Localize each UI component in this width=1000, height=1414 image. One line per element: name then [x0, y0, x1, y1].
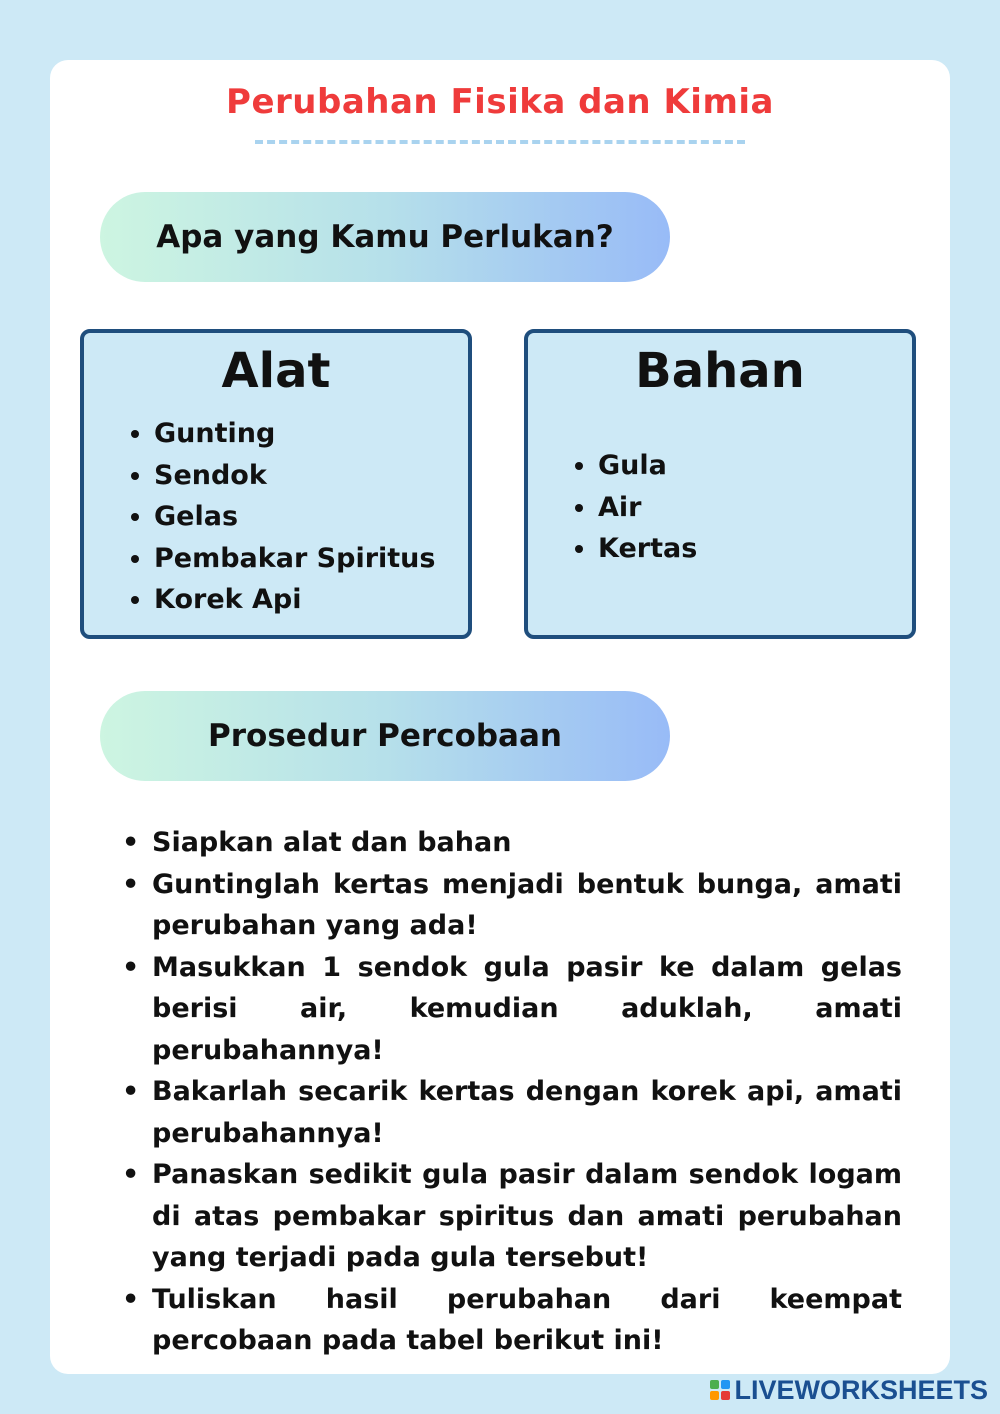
procedure-heading-banner [100, 691, 670, 781]
logo-square [710, 1391, 719, 1400]
materials-heading: Bahan [635, 343, 805, 399]
procedure-step: • Guntinglah kertas menjadi bentuk bunga, amati perubahan yang ada! [152, 864, 902, 947]
worksheet-title: Perubahan Fisika dan Kimia [226, 82, 774, 122]
procedure-step: • Panaskan sedikit gula pasir dalam sendok logam di atas pembakar spiritus dan amati perubahan yang terjadi pada gula tersebut! [152, 1154, 902, 1279]
needs-heading-banner [100, 192, 670, 282]
tool-item: • Gunting [154, 413, 435, 455]
materials-list [528, 445, 697, 570]
logo-square [721, 1380, 730, 1389]
procedure-step: • Bakarlah secarik kertas dengan korek api, amati perubahannya! [152, 1071, 902, 1154]
tool-item: • Pembakar Spiritus [154, 538, 435, 580]
liveworksheets-logo-text: LIVEWORKSHEETS [734, 1374, 988, 1405]
material-item: • Kertas [598, 528, 697, 570]
procedure-step: • Siapkan alat dan bahan [152, 822, 902, 864]
tools-box [80, 329, 472, 639]
procedure-step: • Tuliskan hasil perubahan dari keempat percobaan pada tabel berikut ini! [152, 1279, 902, 1362]
procedure-list [152, 822, 902, 1362]
logo-square [721, 1391, 730, 1400]
materials-box [524, 329, 916, 639]
tool-item: • Korek Api [154, 579, 435, 621]
procedure-heading: Prosedur Percobaan [208, 718, 562, 754]
tool-item: • Gelas [154, 496, 435, 538]
material-item: • Air [598, 487, 697, 529]
needs-heading: Apa yang Kamu Perlukan? [156, 219, 614, 255]
tool-item: • Sendok [154, 455, 435, 497]
liveworksheets-logo-icon [710, 1380, 730, 1400]
tools-list [84, 413, 435, 621]
liveworksheets-logo[interactable] [710, 1374, 988, 1406]
title-underline [255, 140, 745, 144]
logo-square [710, 1380, 719, 1389]
tools-heading: Alat [221, 343, 331, 399]
material-item: • Gula [598, 445, 697, 487]
procedure-step: • Masukkan 1 sendok gula pasir ke dalam gelas berisi air, kemudian aduklah, amati perubahannya! [152, 947, 902, 1072]
worksheet-page [50, 60, 950, 1374]
